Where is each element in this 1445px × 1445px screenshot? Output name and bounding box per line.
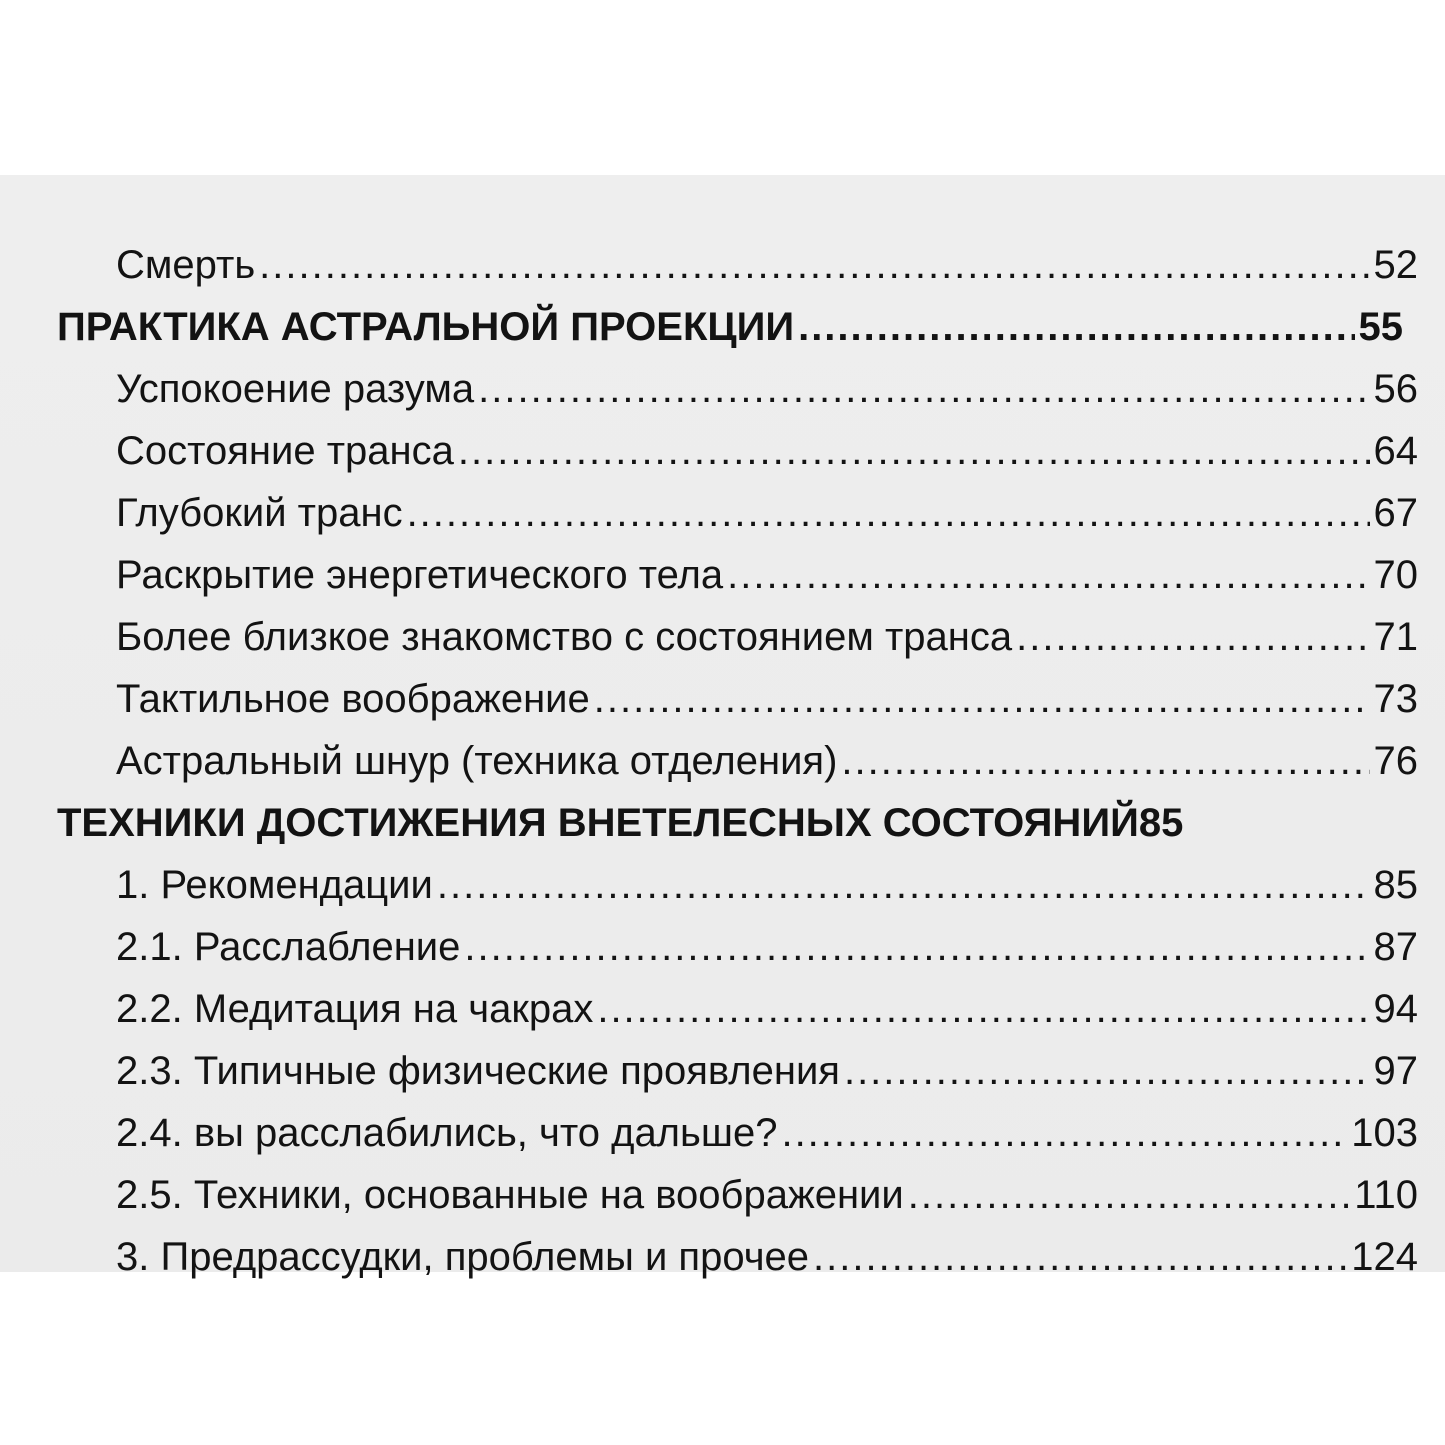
toc-dot-leader [437,854,1370,916]
toc-entry-title: Астральный шнур (техника отделения) [116,739,838,783]
toc-entry [0,978,1445,1040]
toc-entry [0,730,1445,792]
toc-entry [0,1226,1445,1288]
toc-page-number: 52 [1373,243,1418,287]
toc-dot-leader [844,1040,1370,1102]
toc-entry-title: 2.2. Медитация на чакрах [116,987,594,1031]
toc-entry [0,234,1445,296]
toc-entry-title: 1. Рекомендации [116,863,433,907]
toc-entry-title: Тактильное воображение [116,677,590,721]
toc-dot-leader [597,978,1369,1040]
toc-page-number: 64 [1373,429,1418,473]
toc-page-number: 87 [1373,925,1418,969]
toc-page-number: 94 [1373,987,1418,1031]
toc-entry-title: 2.3. Типичные физические проявления [116,1049,840,1093]
toc-dot-leader [841,730,1369,792]
toc-page-number: 55 [1358,305,1403,349]
toc-page-number: 71 [1373,615,1418,659]
toc-entry-title: 2.5. Техники, основанные на воображении [116,1173,904,1217]
toc-page-number: 97 [1373,1049,1418,1093]
toc-entry [0,916,1445,978]
toc-entry-title: Успокоение разума [116,367,475,411]
toc-entry-title: Раскрытие энергетического тела [116,553,724,597]
toc-dot-leader [813,1226,1347,1288]
toc-dot-leader [908,1164,1350,1226]
toc-entry [0,1102,1445,1164]
toc-entry [0,420,1445,482]
toc-dot-leader [458,420,1370,482]
table-of-contents [0,234,1445,1288]
toc-entry [0,606,1445,668]
toc-page-number: 110 [1354,1173,1418,1217]
toc-page-number: 124 [1351,1235,1418,1279]
toc-dot-leader [259,234,1369,296]
toc-entry-title: Смерть [116,243,256,287]
toc-section-title: ТЕХНИКИ ДОСТИЖЕНИЯ ВНЕТЕЛЕСНЫХ СОСТОЯНИЙ [57,801,1139,845]
toc-entry [0,482,1445,544]
toc-dot-leader [594,668,1370,730]
toc-dot-leader [407,482,1370,544]
toc-entry-title: 3. Предрассудки, проблемы и прочее [116,1235,810,1279]
toc-entry [0,1040,1445,1102]
toc-entry-title: 2.4. вы расслабились, что дальше? [116,1111,778,1155]
toc-entry [0,544,1445,606]
toc-entry-title: Глубокий транс [116,491,403,535]
toc-dot-leader [798,296,1354,358]
toc-page-number: 103 [1351,1111,1418,1155]
toc-entry [0,854,1445,916]
toc-page-number: 85 [1373,863,1418,907]
toc-dot-leader [464,916,1369,978]
toc-section-title: ПРАКТИКА АСТРАЛЬНОЙ ПРОЕКЦИИ [57,305,795,349]
toc-dot-leader [727,544,1369,606]
toc-section-heading [0,792,1445,854]
toc-page-number: 56 [1373,367,1418,411]
toc-page-number: 73 [1373,677,1418,721]
toc-page-number: 70 [1373,553,1418,597]
toc-entry [0,668,1445,730]
toc-page-number: 85 [1138,801,1184,845]
toc-entry [0,358,1445,420]
toc-section-heading [0,296,1445,358]
toc-entry-title: Более близкое знакомство с состоянием транса [116,615,1013,659]
toc-entry-title: Состояние транса [116,429,454,473]
toc-page-number: 67 [1373,491,1418,535]
toc-dot-leader [1016,606,1369,668]
toc-dot-leader [478,358,1369,420]
toc-entry-title: 2.1. Расслабление [116,925,461,969]
toc-page-number: 76 [1373,739,1418,783]
toc-entry [0,1164,1445,1226]
toc-dot-leader [781,1102,1347,1164]
